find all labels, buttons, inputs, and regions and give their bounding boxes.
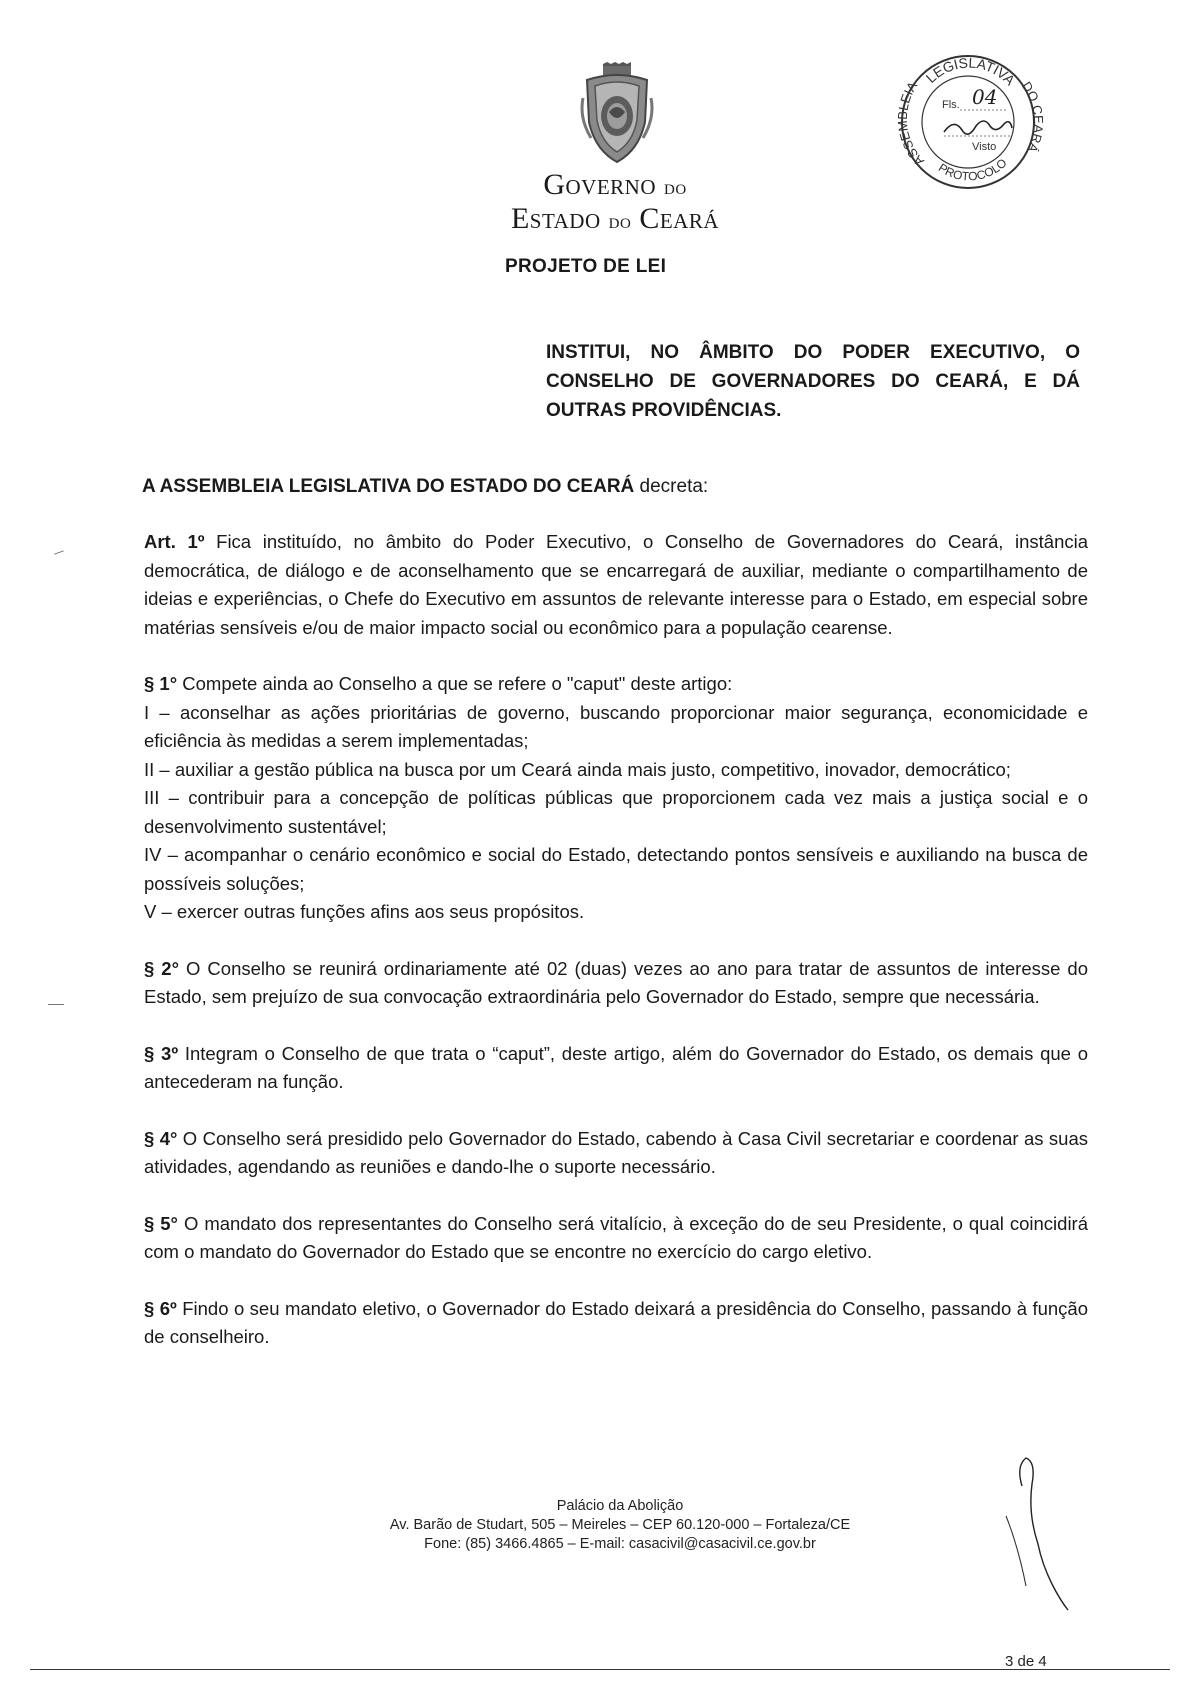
- bill-body: [144, 528, 1088, 1380]
- paragraph-2: [144, 955, 1088, 1012]
- list-item: V – exercer outras funções afins aos seus propósitos.: [144, 901, 585, 922]
- footer-building: Palácio da Abolição: [556, 1498, 684, 1514]
- government-preposition: do: [664, 174, 687, 199]
- paragraph-1-text: Compete ainda ao Conselho a que se refere o "caput" deste artigo:: [177, 673, 733, 694]
- paragraph-1: [144, 670, 1088, 927]
- svg-text:PROTOCOLO: [936, 156, 1010, 184]
- stamp-ring-left: ASSEMBLEIA: [894, 79, 927, 169]
- stamp-ring-right: DO CEARÁ: [1018, 78, 1047, 155]
- list-item: II – auxiliar a gestão pública na busca por um Ceará ainda mais justo, competitivo, inovador, democrático;: [144, 758, 1011, 780]
- paragraph-6-label: § 6º: [144, 1297, 177, 1319]
- paragraph-4-text: O Conselho será presidido pelo Governador do Estado, cabendo à Casa Civil secretariar e coordenar as suas atividades, agendando as reuniões e dando-lhe o suporte necessário.: [144, 1127, 1088, 1177]
- state-name: Ceará: [639, 202, 719, 235]
- svg-text:LEGISLATIVA: [923, 55, 1019, 89]
- paragraph-4-label: § 4°: [144, 1127, 178, 1149]
- article-1: [144, 528, 1088, 642]
- list-item: III – contribuir para a concepção de políticas públicas que proporcionem cada vez mais a justiça social e o desenvolvimento sustentável;: [144, 787, 1088, 837]
- paragraph-1-label: § 1°: [144, 673, 178, 694]
- state-preposition: do: [608, 208, 632, 233]
- enacting-authority: A ASSEMBLEIA LEGISLATIVA DO ESTADO DO CEARÁ: [142, 476, 635, 497]
- government-title-line2: [420, 202, 810, 236]
- state-word: Estado: [510, 202, 601, 235]
- footer-address: Av. Barão de Studart, 505 – Meireles – CEP 60.120-000 – Fortaleza/CE: [389, 1517, 851, 1533]
- article-1-label: Art. 1º: [144, 531, 205, 552]
- paragraph-4: [144, 1125, 1088, 1182]
- list-item: I – aconselhar as ações prioritárias de governo, buscando proporcionar maior segurança, economicidade e eficiência às medidas a serem implementadas;: [144, 701, 1088, 751]
- article-1-text: Fica instituído, no âmbito do Poder Executivo, o Conselho de Governadores do Ceará, instância democrática, de diálogo e de aconselhamento que se encarregará de auxiliar, mediante o compartilhamento de ideias e experiências, o Chefe do Executivo em assuntos de relevante interesse para o Estado, em especial sobre matérias sensíveis e/ou de maior impacto social ou econômico para a população cearense.: [144, 531, 1089, 638]
- svg-text:DO CEARÁ: [1019, 79, 1046, 155]
- stamp-ring-top: LEGISLATIVA: [922, 54, 1019, 89]
- bill-summary: INSTITUI, NO ÂMBITO DO PODER EXECUTIVO, O CONSELHO DE GOVERNADORES DO CEARÁ, E DÁ OUTRAS PROVIDÊNCIAS.: [546, 342, 1080, 421]
- government-word: Governo: [543, 168, 656, 201]
- footer-contact: Fone: (85) 3466.4865 – E-mail: casacivil@casacivil.ce.gov.br: [424, 1536, 816, 1552]
- stamp-fls-label: Fls.: [942, 99, 960, 111]
- paragraph-6: [144, 1295, 1088, 1352]
- margin-mark: [54, 550, 64, 554]
- state-coat-of-arms-icon: [579, 62, 655, 166]
- margin-mark: [48, 1004, 64, 1005]
- paragraph-6-text: Findo o seu mandato eletivo, o Governador do Estado deixará a presidência do Conselho, passando à função de conselheiro.: [144, 1297, 1088, 1347]
- protocol-stamp: [888, 40, 1048, 200]
- page-number: 3 de 4: [1005, 1653, 1047, 1670]
- enacting-verb: decreta:: [634, 476, 709, 497]
- list-item: IV – acompanhar o cenário econômico e social do Estado, detectando pontos sensíveis e auxiliando na busca de possíveis soluções;: [144, 844, 1088, 894]
- stamp-ring-bottom: PROTOCOLO: [935, 155, 1010, 184]
- bottom-rule: [30, 1669, 1170, 1670]
- paragraph-2-label: § 2°: [144, 957, 179, 979]
- signature-initials: [1000, 1456, 1080, 1616]
- stamp-visto-label: Visto: [972, 141, 997, 153]
- paragraph-5: [144, 1210, 1088, 1267]
- stamp-fls-value: 04: [972, 85, 998, 109]
- paragraph-3-text: Integram o Conselho de que trata o “caput”, deste artigo, além do Governador do Estado, os demais que o antecederam na função.: [144, 1042, 1088, 1092]
- paragraph-2-text: O Conselho se reunirá ordinariamente até 02 (duas) vezes ao ano para tratar de assuntos de interesse do Estado, sem prejuízo de sua convocação extraordinária pelo Governador do Estado, sempre que necessária.: [144, 957, 1088, 1007]
- paragraph-3: [144, 1040, 1088, 1097]
- document-type: PROJETO DE LEI: [505, 256, 667, 277]
- paragraph-3-label: § 3º: [144, 1042, 179, 1064]
- paragraph-5-label: § 5°: [144, 1212, 178, 1234]
- government-title-line1: [420, 168, 810, 202]
- paragraph-5-text: O mandato dos representantes do Conselho será vitalício, à exceção do de seu Presidente, o qual coincidirá com o mandato do Governador do Estado que se encontre no exercício do cargo eletivo.: [144, 1212, 1089, 1262]
- enacting-clause: [142, 476, 708, 498]
- paragraph-1-head: [144, 670, 1088, 699]
- page-footer: [340, 1497, 900, 1554]
